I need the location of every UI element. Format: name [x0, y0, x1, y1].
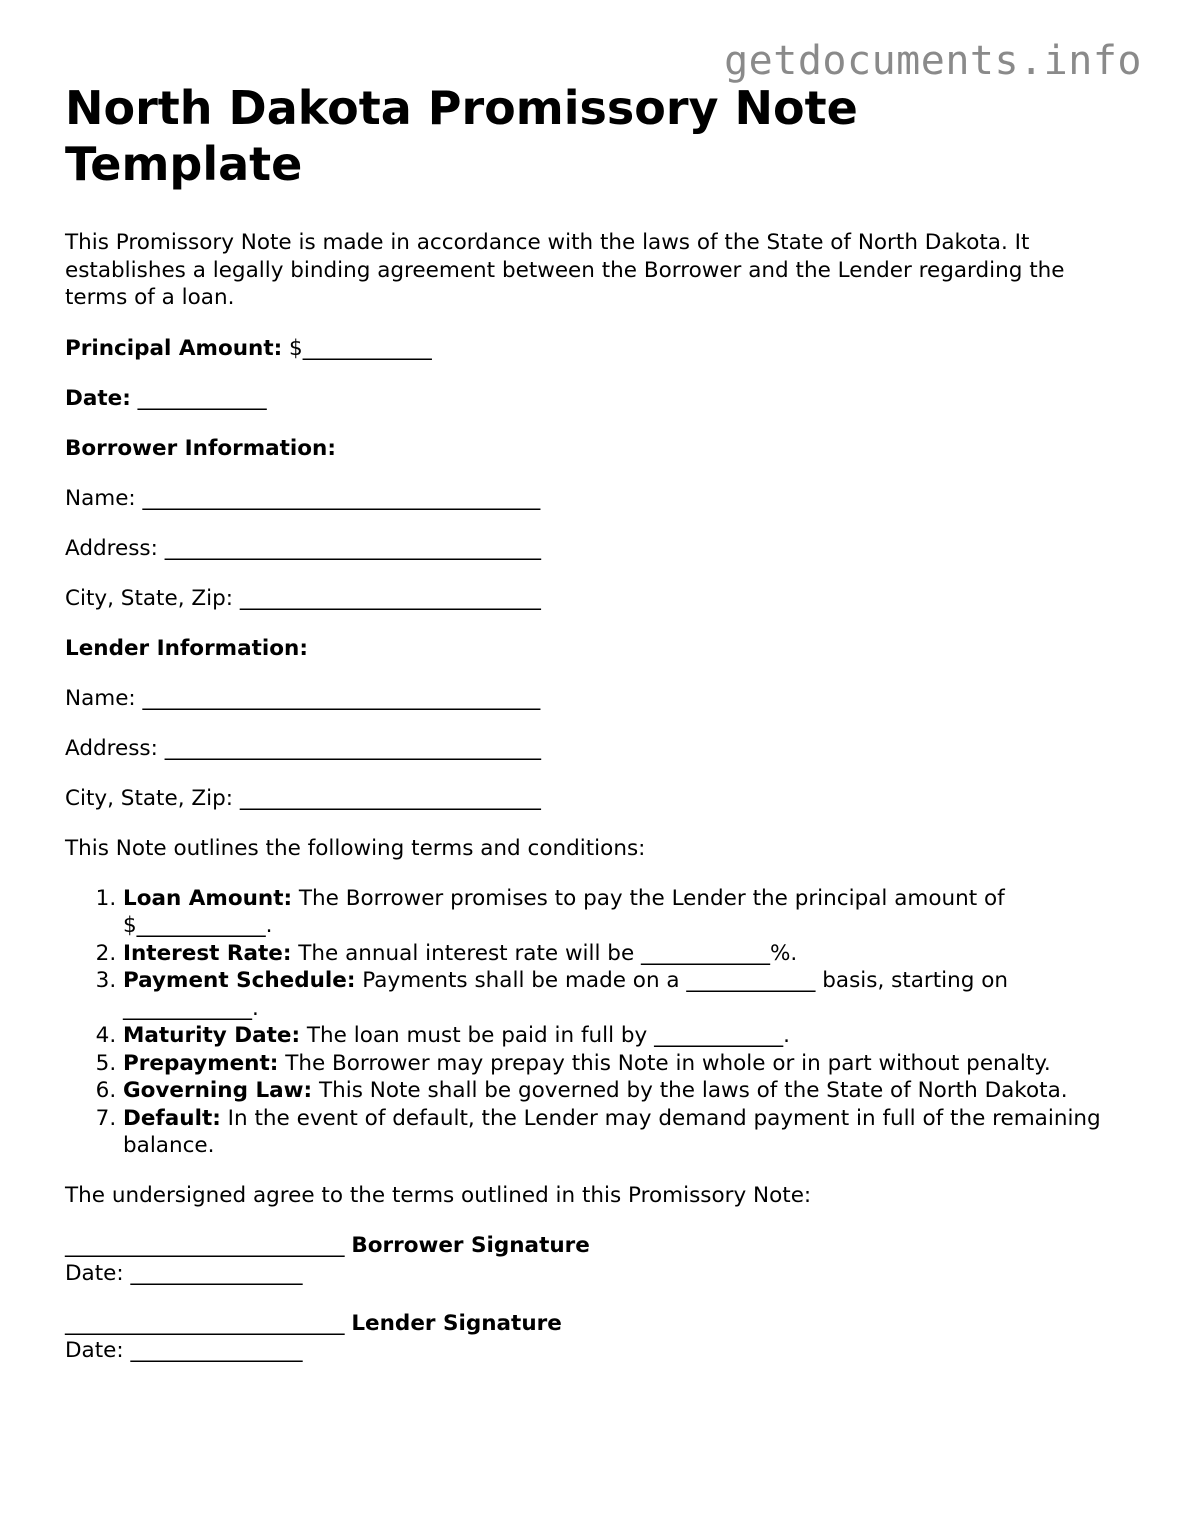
term-text: The annual interest rate will be ____________%.	[291, 940, 798, 966]
borrower-name-field: Name: _____________________________________	[65, 485, 541, 511]
term-label: Maturity Date:	[123, 1023, 301, 1048]
document	[65, 80, 1125, 1365]
term-label: Interest Rate:	[123, 940, 292, 966]
borrower-signature-date: Date: ________________	[65, 1260, 303, 1286]
borrower-signature-label: Borrower Signature	[351, 1233, 590, 1258]
list-item	[123, 940, 1125, 968]
list-item	[123, 1022, 1125, 1050]
term-text: This Note shall be governed by the laws of the State of North Dakota.	[312, 1078, 1068, 1103]
terms-list	[65, 885, 1125, 1160]
principal-amount-label: Principal Amount:	[65, 335, 283, 361]
date-field	[65, 385, 1125, 413]
lender-signature-date: Date: ________________	[65, 1338, 303, 1363]
borrower-signature-row	[65, 1232, 1125, 1260]
borrower-address-field: Address: ___________________________________	[65, 535, 541, 561]
date-blank: ____________	[130, 385, 267, 411]
term-label: Payment Schedule:	[123, 968, 356, 993]
list-item	[123, 885, 1125, 940]
document-title: North Dakota Promissory Note Template	[65, 81, 858, 191]
date-label: Date:	[65, 385, 131, 411]
lender-heading-text: Lender Information:	[65, 635, 308, 661]
lender-signature-label: Lender Signature	[351, 1310, 562, 1336]
terms-intro: This Note outlines the following terms and conditions:	[65, 835, 646, 861]
term-text: In the event of default, the Lender may demand payment in full of the remaining balance.	[123, 1105, 1101, 1158]
borrower-heading	[65, 435, 1125, 463]
lender-city-field: City, State, Zip: ____________________________	[65, 785, 541, 811]
list-item	[123, 1050, 1125, 1078]
lender-signature-row	[65, 1310, 1125, 1338]
principal-amount-blank: $____________	[282, 335, 432, 361]
list-item	[123, 967, 1125, 1022]
borrower-heading-text: Borrower Information:	[65, 435, 336, 461]
intro-paragraph: This Promissory Note is made in accordance with the laws of the State of North Dakota. It establishes a legally binding agreement between the Borrower and the Lender regarding the terms of a loan.	[65, 230, 1065, 310]
lender-signature-block	[65, 1310, 1125, 1365]
term-label: Governing Law:	[123, 1078, 313, 1103]
list-item	[123, 1077, 1125, 1105]
term-label: Prepayment:	[123, 1050, 279, 1076]
agreement-statement: The undersigned agree to the terms outlined in this Promissory Note:	[65, 1183, 812, 1208]
term-text: The Borrower may prepay this Note in whole or in part without penalty.	[278, 1050, 1051, 1076]
lender-name-field: Name: _____________________________________	[65, 685, 541, 711]
borrower-signature-line: __________________________	[65, 1233, 352, 1258]
borrower-signature-block	[65, 1232, 1125, 1287]
principal-amount-field	[65, 335, 1125, 363]
watermark: getdocuments.info	[724, 38, 1142, 84]
lender-signature-line: __________________________	[65, 1310, 352, 1336]
term-text: The Borrower promises to pay the Lender the principal amount of $____________.	[123, 885, 1005, 938]
term-text: The loan must be paid in full by ____________.	[300, 1023, 790, 1048]
lender-address-field: Address: ___________________________________	[65, 735, 541, 761]
term-label: Default:	[123, 1105, 221, 1131]
term-label: Loan Amount:	[123, 885, 293, 911]
borrower-city-field: City, State, Zip: ____________________________	[65, 585, 541, 611]
term-text: Payments shall be made on a ____________ basis, starting on ____________.	[123, 968, 1009, 1021]
list-item	[123, 1105, 1125, 1160]
lender-heading	[65, 635, 1125, 663]
